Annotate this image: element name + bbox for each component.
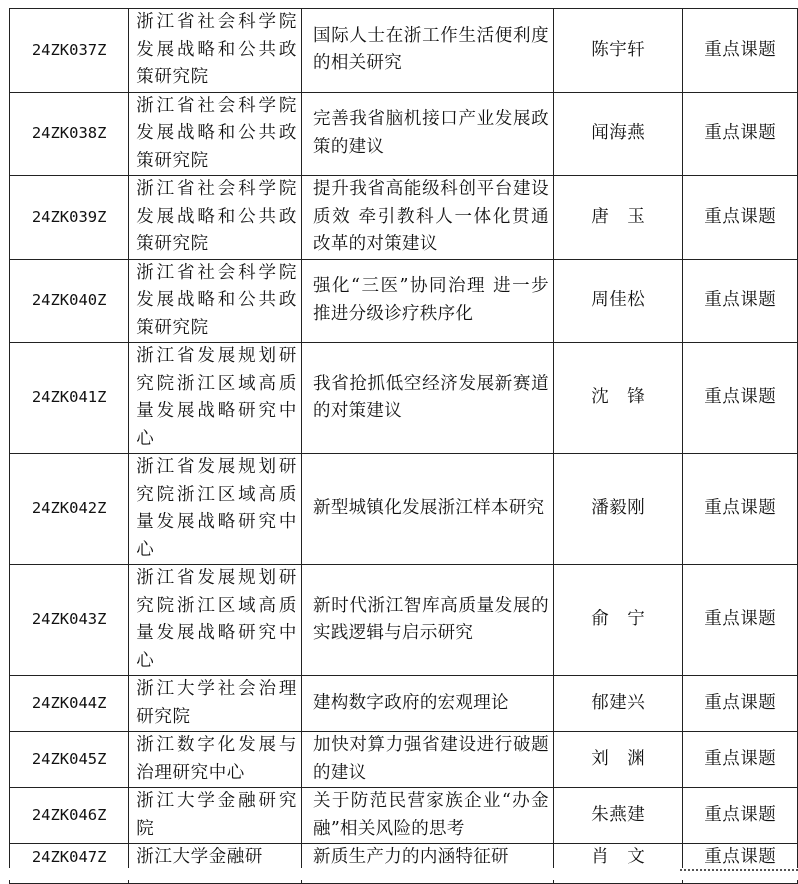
topic-cell: 新质生产力的内涵特征研 [302, 844, 554, 884]
type-cell: 重点课题 [683, 844, 798, 884]
project-code-cell: 24ZK038Z [10, 92, 129, 176]
unit-cell: 浙江数字化发展与治理研究中心 [129, 732, 302, 788]
table-row [10, 454, 798, 565]
type-cell: 重点课题 [683, 732, 798, 788]
type-cell: 重点课题 [683, 9, 798, 93]
topic-cell: 新时代浙江智库高质量发展的实践逻辑与启示研究 [302, 565, 554, 676]
unit-cell: 浙江大学社会治理研究院 [129, 676, 302, 732]
type-cell: 重点课题 [683, 676, 798, 732]
person-cell: 唐 玉 [553, 176, 683, 260]
type-cell: 重点课题 [683, 565, 798, 676]
topic-cell: 完善我省脑机接口产业发展政策的建议 [302, 92, 554, 176]
table-row [10, 259, 798, 343]
person-cell: 俞 宁 [553, 565, 683, 676]
table-row [10, 92, 798, 176]
type-cell: 重点课题 [683, 92, 798, 176]
table-row [10, 565, 798, 676]
table-row [10, 788, 798, 844]
project-code-cell: 24ZK041Z [10, 343, 129, 454]
person-cell: 刘 渊 [553, 732, 683, 788]
unit-cell: 浙江大学金融研 [129, 844, 302, 884]
unit-cell: 浙江省发展规划研究院浙江区域高质量发展战略研究中心 [129, 454, 302, 565]
project-table [9, 8, 798, 884]
unit-cell: 浙江省社会科学院发展战略和公共政策研究院 [129, 92, 302, 176]
topic-cell: 提升我省高能级科创平台建设质效 牵引教科人一体化贯通改革的对策建议 [302, 176, 554, 260]
person-cell: 肖 文 [553, 844, 683, 884]
unit-cell: 浙江省发展规划研究院浙江区域高质量发展战略研究中心 [129, 565, 302, 676]
project-code-cell: 24ZK044Z [10, 676, 129, 732]
topic-cell: 国际人士在浙工作生活便利度的相关研究 [302, 9, 554, 93]
unit-cell: 浙江大学金融研究院 [129, 788, 302, 844]
type-cell: 重点课题 [683, 788, 798, 844]
person-cell: 潘毅刚 [553, 454, 683, 565]
unit-cell: 浙江省发展规划研究院浙江区域高质量发展战略研究中心 [129, 343, 302, 454]
project-table-body [10, 9, 798, 884]
dotted-edge-line [680, 869, 798, 871]
project-code-cell: 24ZK042Z [10, 454, 129, 565]
person-cell: 郁建兴 [553, 676, 683, 732]
topic-cell: 我省抢抓低空经济发展新赛道的对策建议 [302, 343, 554, 454]
page-cut-mask [0, 868, 798, 880]
topic-cell: 强化“三医”协同治理 进一步推进分级诊疗秩序化 [302, 259, 554, 343]
type-cell: 重点课题 [683, 259, 798, 343]
unit-cell: 浙江省社会科学院发展战略和公共政策研究院 [129, 9, 302, 93]
unit-cell: 浙江省社会科学院发展战略和公共政策研究院 [129, 176, 302, 260]
person-cell: 沈 锋 [553, 343, 683, 454]
table-row [10, 176, 798, 260]
topic-cell: 新型城镇化发展浙江样本研究 [302, 454, 554, 565]
project-code-cell: 24ZK039Z [10, 176, 129, 260]
person-cell: 周佳松 [553, 259, 683, 343]
table-row [10, 676, 798, 732]
project-code-cell: 24ZK047Z [10, 844, 129, 884]
type-cell: 重点课题 [683, 176, 798, 260]
project-code-cell: 24ZK040Z [10, 259, 129, 343]
project-code-cell: 24ZK045Z [10, 732, 129, 788]
project-code-cell: 24ZK046Z [10, 788, 129, 844]
person-cell: 朱燕建 [553, 788, 683, 844]
topic-cell: 加快对算力强省建设进行破题的建议 [302, 732, 554, 788]
table-row [10, 343, 798, 454]
project-code-cell: 24ZK037Z [10, 9, 129, 93]
unit-cell: 浙江省社会科学院发展战略和公共政策研究院 [129, 259, 302, 343]
type-cell: 重点课题 [683, 343, 798, 454]
topic-cell: 建构数字政府的宏观理论 [302, 676, 554, 732]
type-cell: 重点课题 [683, 454, 798, 565]
person-cell: 陈宇轩 [553, 9, 683, 93]
table-row [10, 9, 798, 93]
table-row [10, 732, 798, 788]
person-cell: 闻海燕 [553, 92, 683, 176]
topic-cell: 关于防范民营家族企业“办金融”相关风险的思考 [302, 788, 554, 844]
project-code-cell: 24ZK043Z [10, 565, 129, 676]
